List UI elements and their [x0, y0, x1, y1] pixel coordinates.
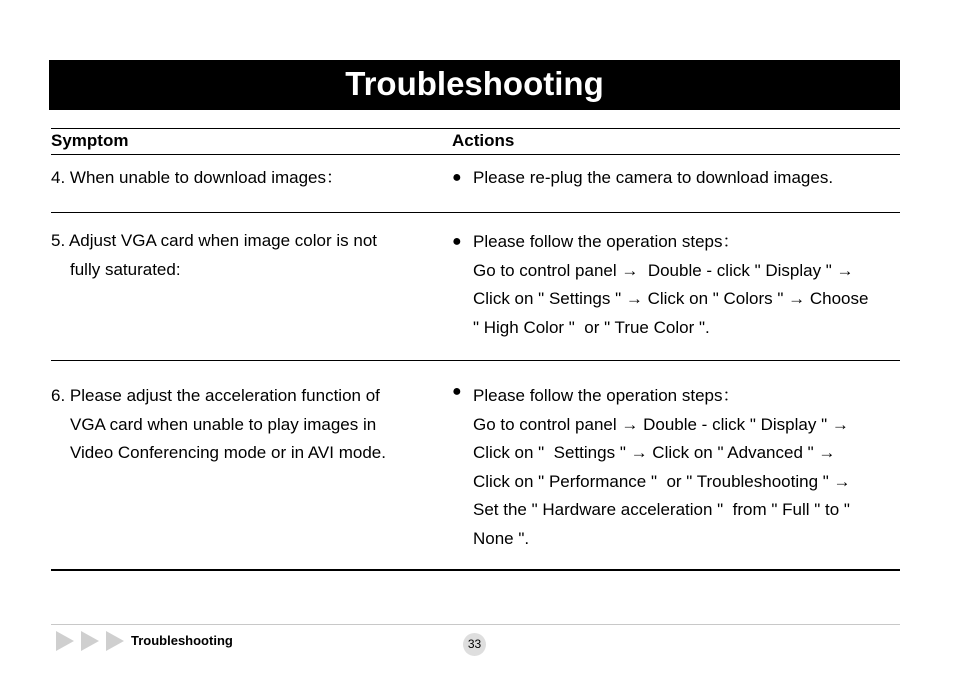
footer-rule	[51, 624, 900, 625]
action-text: Click on " Settings " → Click on " Advanced " →	[473, 443, 836, 462]
action-cell	[452, 164, 912, 193]
symptom-text: fully saturated:	[70, 259, 181, 279]
action-cell	[452, 382, 912, 553]
row-divider	[51, 360, 900, 361]
bullet-icon: ●	[452, 383, 462, 400]
action-text: " High Color " or " True Color ".	[473, 317, 710, 337]
action-text: Set the " Hardware acceleration " from " Full " to "	[473, 500, 850, 519]
arrow-icon	[106, 631, 124, 651]
page-number: 33	[463, 633, 486, 656]
action-text: Go to control panel → Double - click " Display " →	[473, 414, 849, 434]
row-divider	[51, 212, 900, 213]
action-text: Please follow the operation steps：	[473, 232, 740, 251]
symptom-cell	[51, 227, 431, 284]
symptom-text: 6. Please adjust the acceleration function of	[51, 386, 380, 405]
header-symptom: Symptom	[51, 131, 129, 150]
action-text: Click on " Performance " or " Troubleshooting " →	[473, 471, 851, 491]
symptom-cell	[51, 164, 431, 193]
arrow-icon	[56, 631, 74, 651]
action-text: None ".	[473, 528, 530, 548]
symptom-text: 4. When unable to download images：	[51, 168, 344, 187]
table-bottom-rule	[51, 569, 900, 571]
symptom-text: Video Conferencing mode or in AVI mode.	[70, 443, 386, 462]
symptom-text: VGA card when unable to play images in	[70, 414, 377, 434]
action-text: Please re-plug the camera to download images.	[473, 168, 834, 187]
action-text: Go to control panel → Double - click " Display " →	[473, 260, 854, 280]
page-title: Troubleshooting	[49, 60, 900, 110]
header-rule	[51, 154, 900, 155]
bullet-icon: ●	[452, 169, 462, 186]
action-text: Click on " Settings " → Click on " Colors " → Choose	[473, 289, 869, 308]
footer-section-label: Troubleshooting	[131, 633, 233, 648]
symptom-cell	[51, 382, 431, 468]
header-actions: Actions	[452, 131, 515, 150]
arrow-icon	[81, 631, 99, 651]
bullet-icon: ●	[452, 233, 462, 250]
action-cell	[452, 228, 912, 342]
table-top-rule	[51, 128, 900, 129]
symptom-text: 5. Adjust VGA card when image color is not	[51, 231, 378, 250]
action-text: Please follow the operation steps：	[473, 386, 740, 405]
